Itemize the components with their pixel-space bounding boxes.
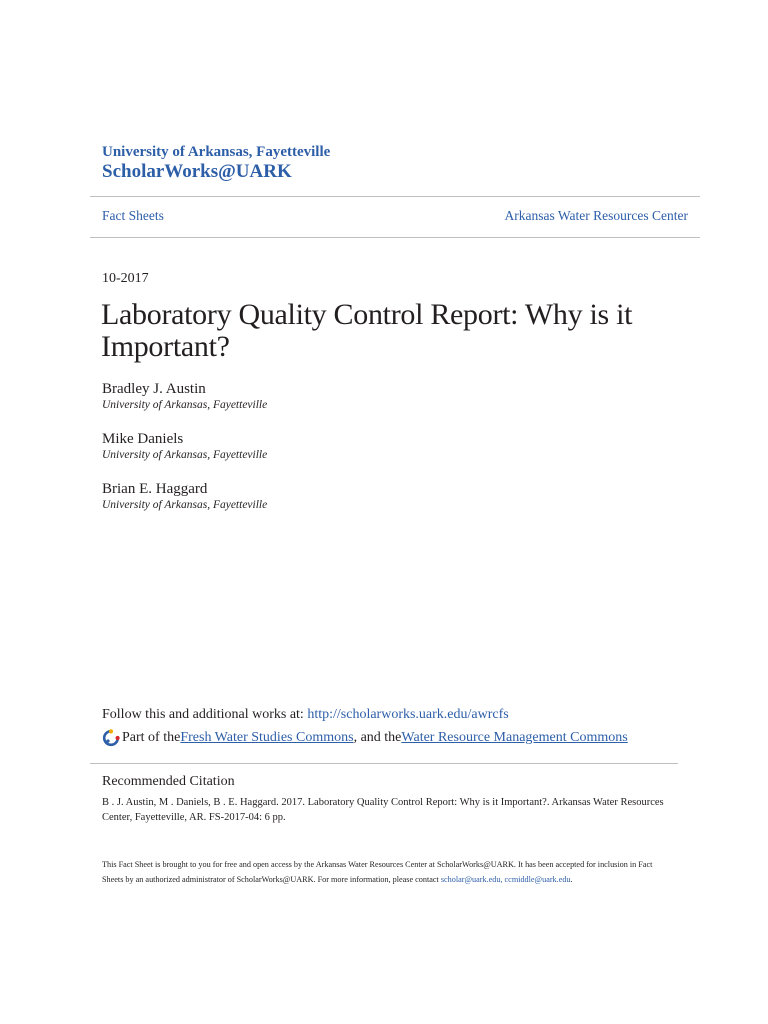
access-statement-text: This Fact Sheet is brought to you for free and open access by the Arkansas Water Resources Center at ScholarWorks@UARK. It has been accepted for inclusion in Fact Sheets by an authorized administrator of ScholarWorks@UARK. For more information, please contact [102,860,653,884]
part-of-prefix: Part of the [122,730,181,745]
author-affiliation: University of Arkansas, Fayetteville [102,499,268,511]
author-name: Brian E. Haggard [102,481,208,497]
repository-name[interactable]: ScholarWorks@UARK [102,160,292,182]
author-block [102,380,267,413]
follow-line [102,707,509,723]
access-statement-end: . [570,875,573,884]
author-block [102,430,267,463]
access-statement [102,857,672,887]
water-resource-commons-link[interactable]: Water Resource Management Commons [401,730,628,745]
author-affiliation: University of Arkansas, Fayetteville [102,399,268,411]
series-link[interactable]: Fact Sheets [102,208,164,223]
institution-name[interactable]: University of Arkansas, Fayetteville [102,144,331,160]
author-name: Mike Daniels [102,431,184,447]
collection-url-link[interactable]: http://scholarworks.uark.edu/awrcfs [307,707,509,722]
part-of-line [102,729,628,747]
center-link[interactable]: Arkansas Water Resources Center [504,208,688,223]
author-affiliation: University of Arkansas, Fayetteville [102,449,268,461]
contact-email-link[interactable]: scholar@uark.edu, ccmiddle@uark.edu [440,875,571,884]
citation-text: B . J. Austin, M . Daniels, B . E. Haggard. 2017. Laboratory Quality Control Report: Why is it Important?. Arkansas Water Resources Center, Fayetteville, AR. FS-2017-04: 6 pp. [102,797,664,823]
part-of-middle: , and the [353,730,402,745]
citation-divider [90,763,678,764]
author-name: Bradley J. Austin [102,381,206,397]
fresh-water-commons-link[interactable]: Fresh Water Studies Commons [180,730,354,745]
commons-network-icon [102,729,120,747]
citation-heading: Recommended Citation [102,774,235,789]
series-nav [90,196,700,238]
publication-date: 10-2017 [102,271,149,286]
repository-header [102,145,330,182]
follow-label: Follow this and additional works at: [102,707,308,722]
paper-title: Laboratory Quality Control Report: Why is it Important? [101,298,633,363]
author-block [102,480,267,513]
